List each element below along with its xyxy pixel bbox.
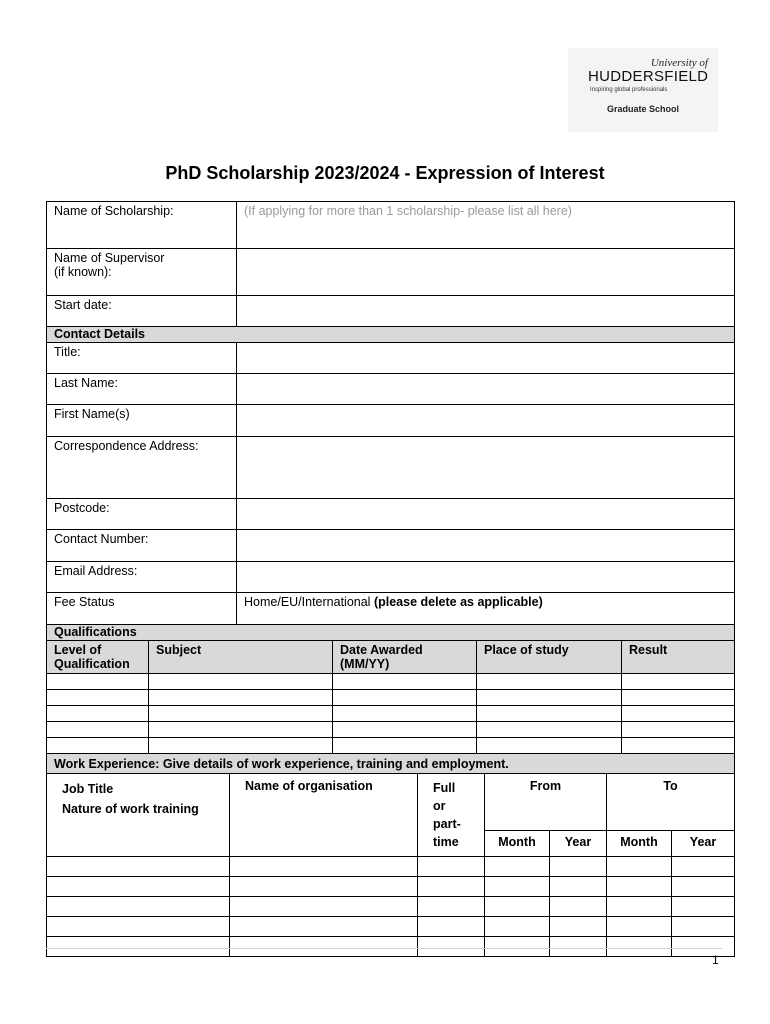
col-date-awarded: Date Awarded (MM/YY) [333,641,477,674]
cell[interactable] [607,857,672,877]
postcode-label: Postcode: [47,499,237,530]
details-table [46,201,735,625]
table-row [47,706,735,722]
col-to-year: Year [672,830,735,856]
cell[interactable] [47,857,230,877]
cell[interactable] [418,877,485,897]
cell[interactable] [622,722,735,738]
cell[interactable] [672,897,735,917]
cell[interactable] [149,722,333,738]
cell[interactable] [418,857,485,877]
table-row [47,857,735,877]
cell[interactable] [672,857,735,877]
scholarship-label: Name of Scholarship: [47,202,237,249]
supervisor-label-line2: (if known): [54,265,112,279]
footer-divider [46,948,722,949]
cell[interactable] [485,937,550,957]
col-from-month: Month [485,830,550,856]
email-field[interactable] [237,562,735,593]
cell[interactable] [47,690,149,706]
col-job-title [47,774,230,857]
logo-school: Graduate School [606,104,679,114]
col-full-part-time: Full or part-time [418,774,485,857]
col-to: To [607,774,735,831]
cell[interactable] [333,722,477,738]
supervisor-label-line1: Name of Supervisor [54,251,165,265]
table-row [47,738,735,754]
col-from-year: Year [550,830,607,856]
start-date-field[interactable] [237,296,735,327]
cell[interactable] [47,738,149,754]
email-label: Email Address: [47,562,237,593]
cell[interactable] [230,877,418,897]
table-row [47,674,735,690]
cell[interactable] [47,722,149,738]
scholarship-field[interactable] [237,202,735,249]
cell[interactable] [149,674,333,690]
last-name-label: Last Name: [47,374,237,405]
cell[interactable] [477,738,622,754]
table-row [47,937,735,957]
col-result: Result [622,641,735,674]
supervisor-field[interactable] [237,249,735,296]
cell[interactable] [477,690,622,706]
cell[interactable] [622,738,735,754]
first-name-field[interactable] [237,405,735,437]
cell[interactable] [149,690,333,706]
cell[interactable] [622,674,735,690]
cell[interactable] [672,917,735,937]
cell[interactable] [230,857,418,877]
cell[interactable] [550,897,607,917]
cell[interactable] [485,917,550,937]
cell[interactable] [230,917,418,937]
cell[interactable] [607,877,672,897]
cell[interactable] [477,674,622,690]
table-row [47,917,735,937]
university-logo [568,48,718,132]
last-name-field[interactable] [237,374,735,405]
cell[interactable] [149,738,333,754]
cell[interactable] [550,917,607,937]
col-job-title-line1: Job Title [62,782,114,796]
cell[interactable] [47,917,230,937]
logo-tagline: Inspiring global professionals [590,87,668,93]
cell[interactable] [672,937,735,957]
col-place-of-study: Place of study [477,641,622,674]
fee-status-field[interactable] [237,593,735,625]
cell[interactable] [550,857,607,877]
cell[interactable] [333,690,477,706]
title-field[interactable] [237,343,735,374]
cell[interactable] [333,738,477,754]
supervisor-label [47,249,237,296]
cell[interactable] [485,877,550,897]
cell[interactable] [149,706,333,722]
contact-number-label: Contact Number: [47,530,237,562]
scholarship-placeholder: (If applying for more than 1 scholarship- please list all here) [244,204,572,218]
table-row [47,877,735,897]
cell[interactable] [622,690,735,706]
cell[interactable] [418,917,485,937]
col-organisation: Name of organisation [230,774,418,857]
fee-status-value: Home/EU/International [244,595,371,609]
qualifications-table [46,624,735,754]
table-row [47,690,735,706]
page-number: 1 [712,953,719,967]
cell[interactable] [47,937,230,957]
table-row [47,897,735,917]
cell[interactable] [47,706,149,722]
postcode-field[interactable] [237,499,735,530]
qualifications-header: Qualifications [47,625,735,641]
cell[interactable] [47,674,149,690]
table-row [47,722,735,738]
col-from: From [485,774,607,831]
cell[interactable] [333,706,477,722]
col-level-qualification: Level of Qualification [47,641,149,674]
fee-status-label: Fee Status [47,593,237,625]
col-to-month: Month [607,830,672,856]
cell[interactable] [477,722,622,738]
cell[interactable] [607,937,672,957]
cell[interactable] [418,897,485,917]
title-label: Title: [47,343,237,374]
cell[interactable] [230,937,418,957]
cell[interactable] [485,857,550,877]
first-name-label: First Name(s) [47,405,237,437]
cell[interactable] [333,674,477,690]
address-field[interactable] [237,437,735,499]
work-experience-header: Work Experience: Give details of work experience, training and employment. [47,754,735,774]
contact-details-header: Contact Details [47,327,735,343]
cell[interactable] [607,897,672,917]
fee-status-note: (please delete as applicable) [373,595,543,609]
work-experience-table [46,753,735,957]
cell[interactable] [550,877,607,897]
address-label: Correspondence Address: [47,437,237,499]
cell[interactable] [477,706,622,722]
cell[interactable] [230,897,418,917]
cell[interactable] [47,897,230,917]
cell[interactable] [607,917,672,937]
cell[interactable] [550,937,607,957]
col-job-title-line2: Nature of work training [62,802,199,816]
logo-line1: University of [650,57,708,69]
cell[interactable] [485,897,550,917]
cell[interactable] [418,937,485,957]
page-title: PhD Scholarship 2023/2024 - Expression of Interest [165,163,605,183]
cell[interactable] [672,877,735,897]
contact-number-field[interactable] [237,530,735,562]
cell[interactable] [622,706,735,722]
start-date-label: Start date: [47,296,237,327]
col-subject: Subject [149,641,333,674]
logo-line2: HUDDERSFIELD [588,68,709,85]
cell[interactable] [47,877,230,897]
